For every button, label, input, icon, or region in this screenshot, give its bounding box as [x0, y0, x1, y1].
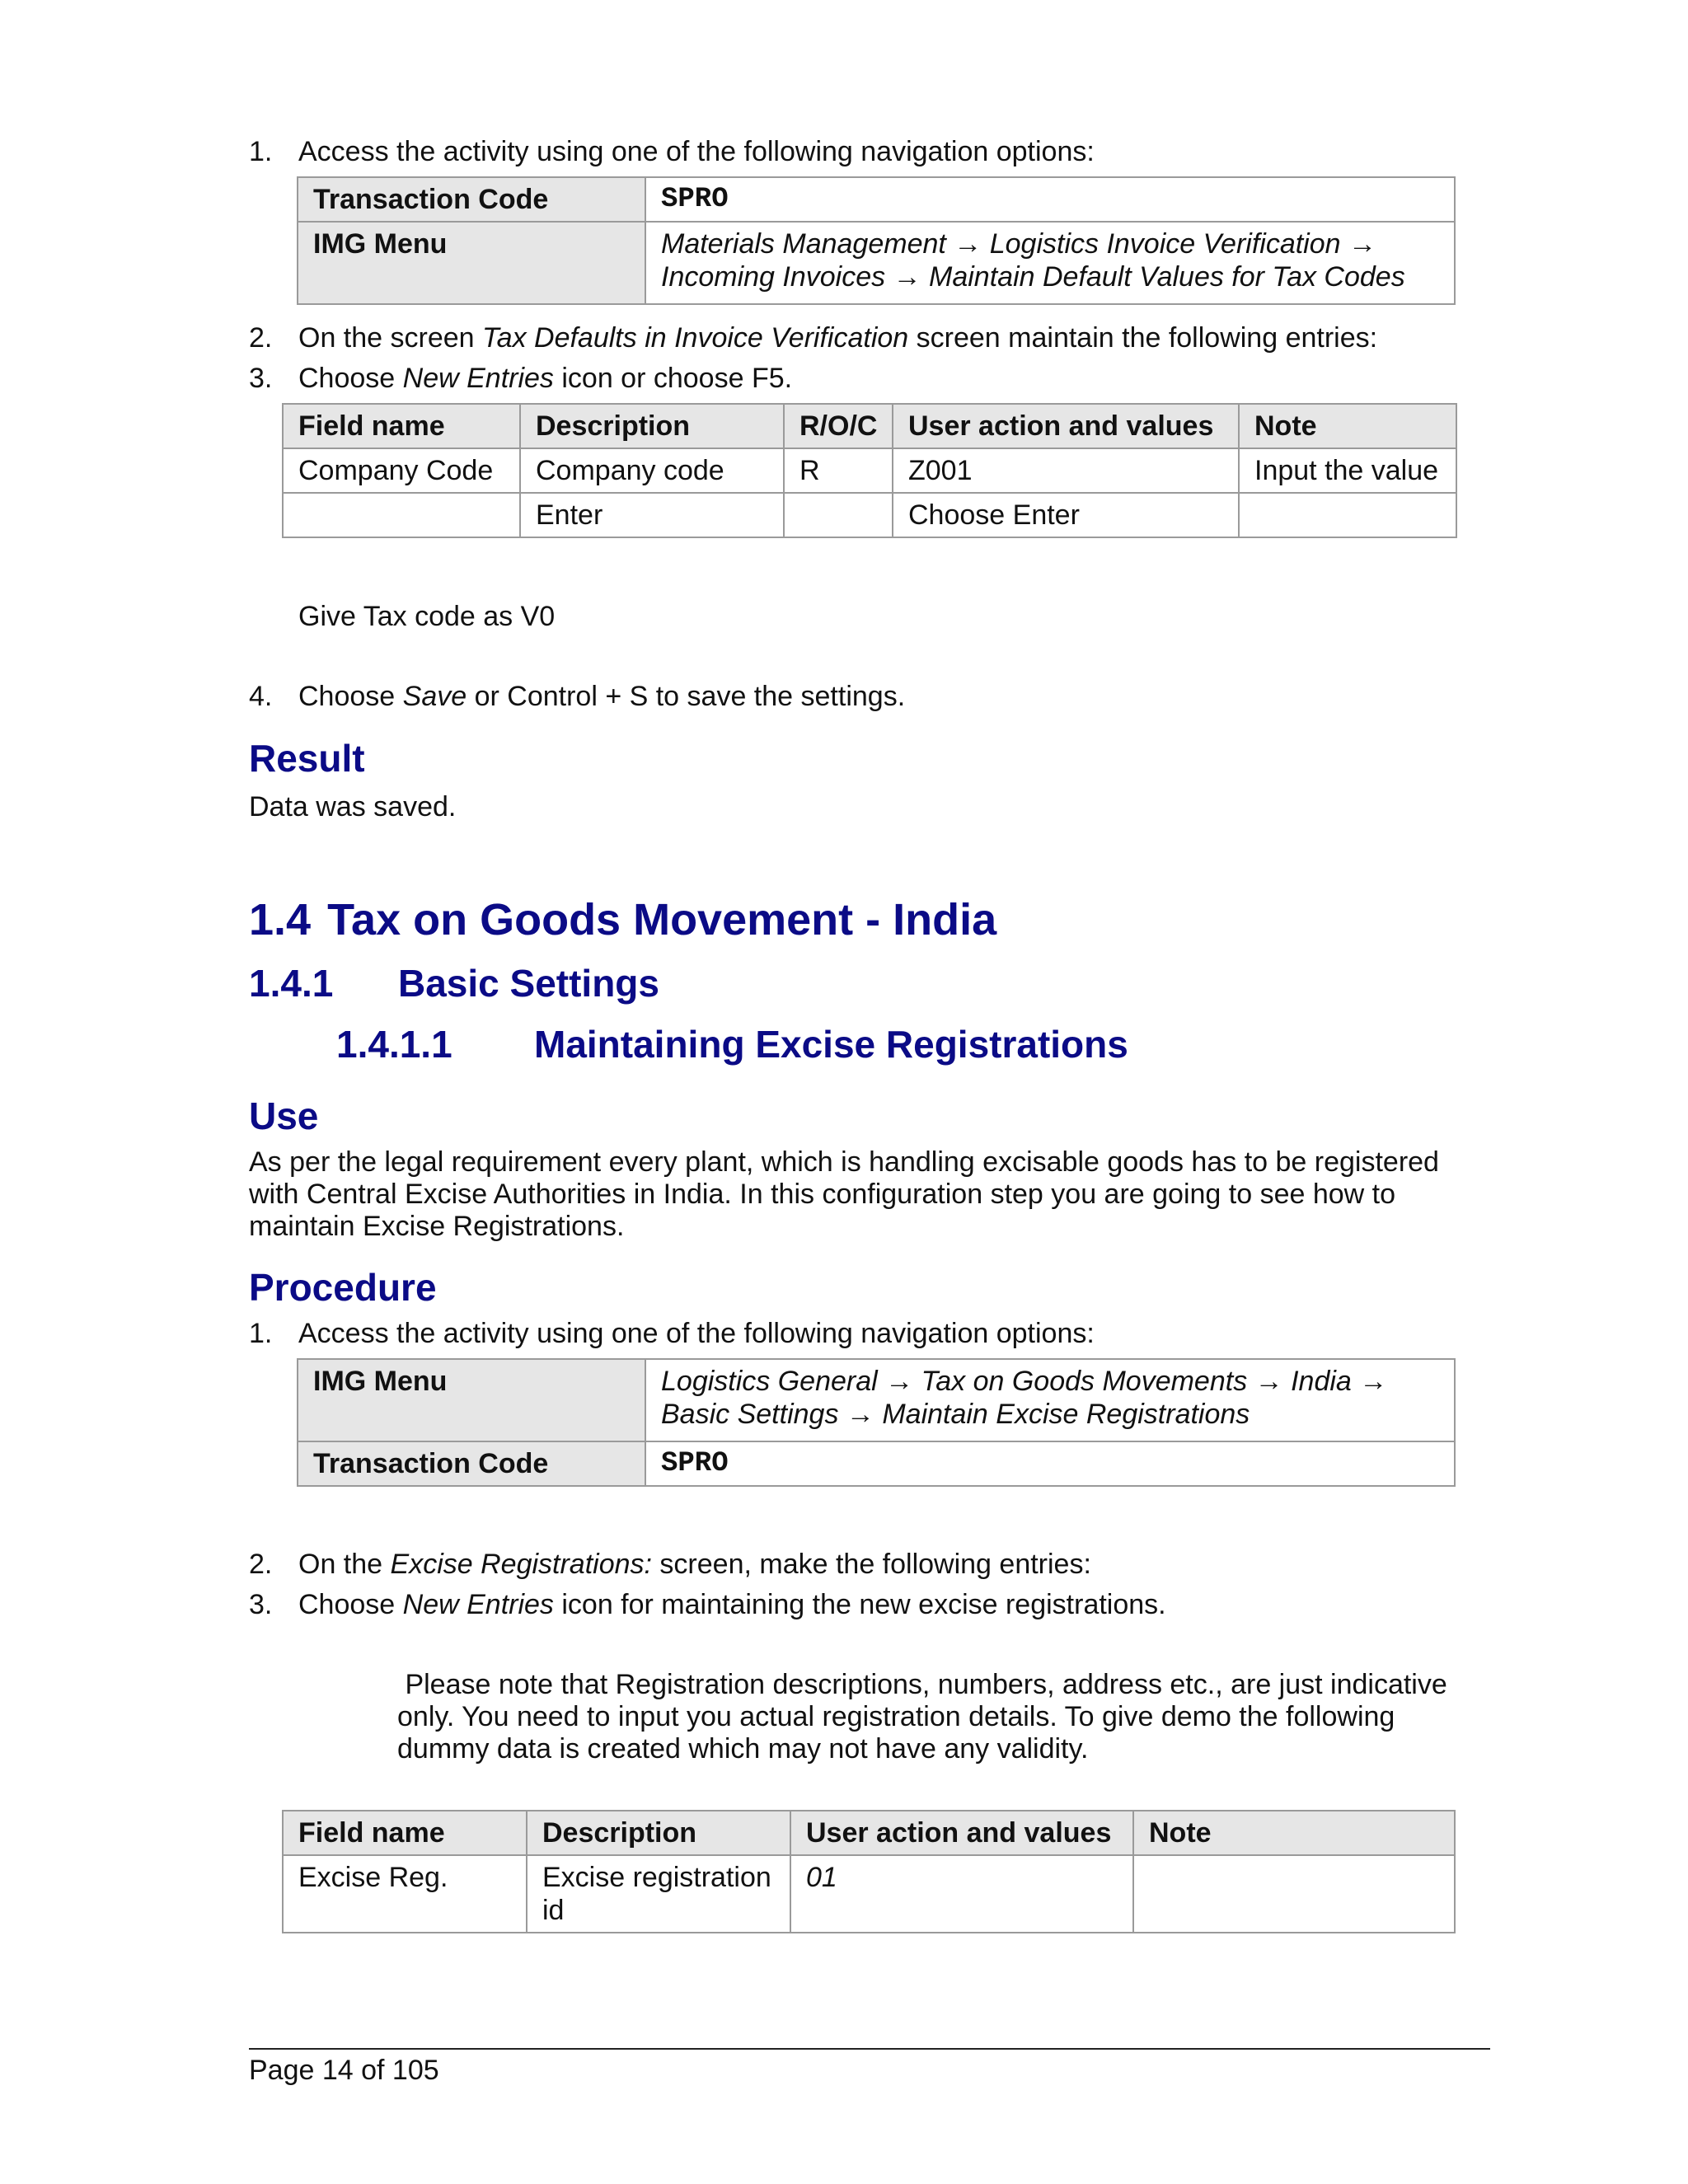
procedure-heading: Procedure — [249, 1266, 437, 1309]
step-text-part: screen, make the following entries: — [651, 1549, 1091, 1580]
section-heading — [249, 893, 996, 946]
result-heading: Result — [249, 737, 365, 780]
table-cell: Choose Enter — [893, 493, 1239, 537]
table-row — [298, 1359, 1455, 1441]
table-cell — [527, 1855, 790, 1933]
transaction-code-label: Transaction Code — [298, 177, 645, 222]
table-cell: Company code — [520, 448, 784, 493]
column-header: Note — [1239, 404, 1456, 448]
entries-table — [282, 403, 1457, 538]
table-cell — [1133, 1855, 1455, 1933]
result-text: Data was saved. — [249, 791, 457, 823]
step-text-part: On the screen — [298, 322, 483, 354]
use-line: with Central Excise Authorities in India. In this configuration step you are going to see how to — [249, 1179, 1396, 1210]
notice-line: dummy data is created which may not have any validity. — [397, 1733, 1089, 1765]
subsubsection-title: Maintaining Excise Registrations — [534, 1023, 1128, 1066]
step-number: 1. — [249, 136, 273, 167]
step-text: Access the activity using one of the following navigation options: — [298, 1318, 1095, 1349]
step-text-part: or Control + S to save the settings. — [467, 681, 906, 712]
footer-divider — [249, 2048, 1490, 2050]
table-cell: Enter — [520, 493, 784, 537]
section-number: 1.4 — [249, 895, 312, 944]
subsubsection-number: 1.4.1.1 — [336, 1023, 452, 1066]
action-name: Save — [402, 681, 467, 712]
step-text-part: screen maintain the following entries: — [908, 322, 1378, 354]
img-path-line: Logistics General → Tax on Goods Movements → India → — [661, 1366, 1388, 1397]
icon-name: New Entries — [402, 1589, 554, 1620]
column-header: Description — [520, 404, 784, 448]
table-header-row — [283, 404, 1456, 448]
cell-line: id — [542, 1895, 565, 1926]
table-header-row — [283, 1811, 1455, 1855]
step-number: 1. — [249, 1318, 273, 1349]
step-text-part: Choose — [298, 1589, 403, 1620]
step-text-part: On the — [298, 1549, 391, 1580]
step-text-part: Choose — [298, 681, 403, 712]
step-number: 2. — [249, 322, 273, 354]
use-heading: Use — [249, 1094, 319, 1137]
column-header: Field name — [283, 404, 520, 448]
excise-registration-table — [282, 1810, 1456, 1933]
img-menu-label: IMG Menu — [298, 222, 645, 304]
tax-code-note: Give Tax code as V0 — [298, 601, 556, 632]
column-header: Note — [1133, 1811, 1455, 1855]
page-number: Page 14 of 105 — [249, 2055, 439, 2086]
column-header: User action and values — [893, 404, 1239, 448]
step-text — [298, 680, 905, 713]
notice-line: only. You need to input you actual registration details. To give demo the following — [397, 1701, 1395, 1732]
step-number: 2. — [249, 1549, 273, 1580]
notice-line: Please note that Registration descriptions, numbers, address etc., are just indicative — [397, 1669, 1447, 1700]
step-text — [298, 321, 1377, 354]
step-text — [298, 362, 792, 395]
img-path-line: Materials Management → Logistics Invoice Verification → — [661, 228, 1376, 260]
step-text-part: icon or choose F5. — [553, 363, 793, 394]
table-row — [298, 177, 1455, 222]
table-cell: Input the value — [1239, 448, 1456, 493]
transaction-code-label: Transaction Code — [298, 1441, 645, 1486]
table-cell: Excise Reg. — [283, 1855, 527, 1933]
step-number: 3. — [249, 363, 273, 394]
table-row — [298, 222, 1455, 304]
screen-name: Excise Registrations: — [390, 1549, 652, 1580]
table-cell: Z001 — [893, 448, 1239, 493]
column-header: Field name — [283, 1811, 527, 1855]
subsection-title: Basic Settings — [398, 962, 659, 1005]
icon-name: New Entries — [402, 363, 554, 394]
step-number: 3. — [249, 1589, 273, 1620]
navigation-table — [297, 176, 1456, 305]
step-text-part: icon for maintaining the new excise registrations. — [553, 1589, 1166, 1620]
img-menu-label: IMG Menu — [298, 1359, 645, 1441]
table-row — [283, 1855, 1455, 1933]
table-cell — [1239, 493, 1456, 537]
table-cell — [784, 493, 893, 537]
img-path-line: Incoming Invoices → Maintain Default Values for Tax Codes — [661, 261, 1405, 293]
column-header: R/O/C — [784, 404, 893, 448]
section-title: Tax on Goods Movement - India — [327, 895, 997, 944]
column-header: User action and values — [790, 1811, 1133, 1855]
subsection-number: 1.4.1 — [249, 962, 334, 1005]
table-cell: 01 — [790, 1855, 1133, 1933]
table-row — [298, 1441, 1455, 1486]
table-cell: R — [784, 448, 893, 493]
column-header: Description — [527, 1811, 790, 1855]
img-path-line: Basic Settings → Maintain Excise Registrations — [661, 1399, 1250, 1430]
transaction-code-value: SPRO — [645, 1441, 1455, 1486]
table-cell — [283, 493, 520, 537]
screen-name: Tax Defaults in Invoice Verification — [482, 322, 909, 354]
table-row — [283, 493, 1456, 537]
step-text — [298, 1588, 1166, 1621]
use-line: As per the legal requirement every plant, which is handling excisable goods has to be registered — [249, 1146, 1439, 1178]
transaction-code-value: SPRO — [645, 177, 1455, 222]
img-menu-path — [645, 1359, 1455, 1441]
table-row — [283, 448, 1456, 493]
img-menu-path — [645, 222, 1455, 304]
use-line: maintain Excise Registrations. — [249, 1211, 625, 1242]
table-cell: Company Code — [283, 448, 520, 493]
step-number: 4. — [249, 681, 273, 712]
step-text: Access the activity using one of the following navigation options: — [298, 136, 1095, 167]
step-text — [298, 1548, 1091, 1581]
step-text-part: Choose — [298, 363, 403, 394]
cell-line: Excise registration — [542, 1862, 771, 1893]
navigation-table — [297, 1358, 1456, 1487]
